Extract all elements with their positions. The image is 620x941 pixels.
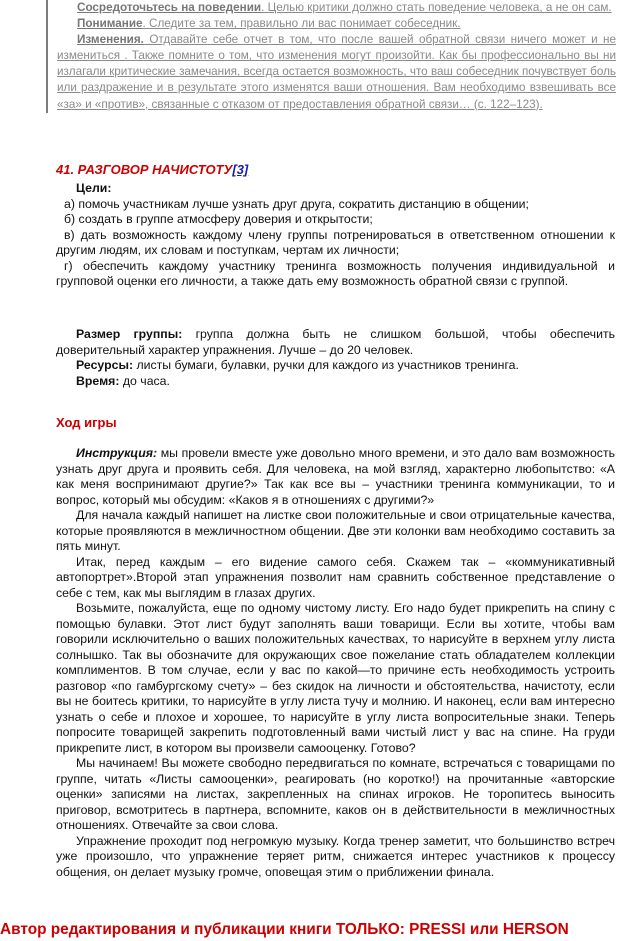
group-size-text: группа должна быть не слишком большой, чтобы обеспечить доверительный характер упражнения. Лучше – до 20 человек. xyxy=(56,327,615,357)
instruction-label: Инструкция: xyxy=(76,446,158,460)
goal-c: в) дать возможность каждому члену группы потренироваться в ответственном отношении к другим людям, их словам и поступкам, чертам их личности; xyxy=(56,227,615,257)
quote-label-behavior: Сосредоточьтесь на поведении xyxy=(77,1,262,14)
quote-item-changes xyxy=(57,32,616,112)
game-paragraph-2: Для начала каждый напишет на листке свои положительные и свои отрицательные качества, которые проявляются в межличностном общении. Две эти колонки вам необходимо составить за пять минут. xyxy=(56,508,615,553)
section-title xyxy=(56,162,248,177)
time xyxy=(56,374,615,390)
goal-a: а) помочь участникам лучше узнать друг друга, сократить дистанцию в общении; xyxy=(64,196,529,211)
instruction-text: мы провели вместе уже довольно много времени, и это дало вам возможность узнать друг друга и проявить себя. Для человека, на мой взгляд, характерно любопытство: «А как меня воспринимают другие?» Так как все вы – участники тренинга коммуникации, то и вопрос, который мы обсудим: «Каков я в отношениях с другими?» xyxy=(56,446,615,507)
instruction-paragraph xyxy=(56,446,615,508)
game-paragraph-4: Возьмите, пожалуйста, еще по одному чистому листу. Его надо будет прикрепить на спину с помощью булавки. Этот лист будут заполнять ваши товарищи. Если вы хотите, чтобы вам говорили исключительно о ваших положительных качествах, то нарисуйте в верхнем углу листа солнышко. Так вы обозначите для окружающих свое пожелание стать обладателем коллекции комплиментов. В том случае, если у вас по какой—то причине есть необходимость устроить разговор «по гамбургскому счету» – без скидок на личности и обстоятельства, начистоту, если вы не боитесь критики, то нарисуйте в углу листа тучу и молнию. И наконец, если вам интересно узнать о себе и плохое и хорошее, то нарисуйте в углу листа вопросительные знаки. Теперь попросите товарищей закрепить подготовленный вами чистый лист у вас на спине. На груди прикрепите лист, в котором вы произвели самооценку. Готово? xyxy=(56,601,615,755)
goal-d: г) обеспечить каждому участнику тренинга возможность получения индивидуальной и групповой оценки его личности, а также дать ему возможность обратной связи с группой. xyxy=(56,258,615,288)
resources-text: листы бумаги, булавки, ручки для каждого из участников тренинга. xyxy=(133,358,519,372)
game-paragraph-3: Итак, перед каждым – его видение самого себя. Скажем так – «коммуникативный автопортрет».Второй этап упражнения позволит нам сравнить собственное представление о себе с тем, как мы выглядим в глазах других. xyxy=(56,554,615,600)
quote-label-changes: Изменения. xyxy=(77,33,144,47)
game-paragraph-5: Мы начинаем! Вы можете свободно передвигаться по комнате, встречаться с товарищами по группе, читать «Листы самооценки», реагировать (но коротко!) на прочитанные «авторские оценки» записями на листах, закрепленных на спинах игроков. Не торопитесь выносить приговор, всмотритесь в партнера, вспомните, каков он в действительности в межличностных отношениях. Отвечайте за свои слова. xyxy=(56,756,615,832)
game-body xyxy=(56,446,615,880)
resources-label: Ресурсы: xyxy=(76,358,134,372)
goals-block xyxy=(56,181,615,290)
group-size xyxy=(56,327,615,358)
quote-label-understanding: Понимание xyxy=(77,17,143,31)
quoted-excerpt xyxy=(46,0,616,113)
game-paragraph-6: Упражнение проходит под негромкую музыку. Когда тренер заметит, что большинство встреч уже произошло, что упражнение теряет ритм, снижается интерес участников к процессу общения, он делает музыку громче, оповещая этим о приближении финала. xyxy=(56,833,615,879)
quote-item-understanding xyxy=(57,16,616,32)
quote-text-understanding: . Следите за тем, правильно ли вас понимает собеседник. xyxy=(142,17,461,31)
reference-link[interactable]: [3] xyxy=(232,162,249,177)
game-heading: Ход игры xyxy=(56,415,117,430)
quote-item-behavior xyxy=(57,0,616,16)
time-text: до часа. xyxy=(119,373,170,388)
goal-b: б) создать в группе атмосферу доверия и открытости; xyxy=(64,212,373,226)
group-size-label: Размер группы: xyxy=(76,327,183,341)
time-label: Время: xyxy=(76,373,120,388)
goals-heading: Цели: xyxy=(76,181,112,195)
footer-notice: Автор редактирования и публикации книги ТОЛЬКО: PRESSI или HERSON xyxy=(0,921,569,938)
resources xyxy=(56,358,615,374)
quote-text-behavior: . Целью критики должно стать поведение человека, а не он сам. xyxy=(261,1,612,14)
quote-text-changes: Отдавайте себе отчет в том, что после вашей обратной связи ничего может и не измениться . Также помните о том, что изменения могут произойти. Как бы профессионально вы ни излагали критические замечания, всегда остается возможность, что ваш собеседник почувствует боль или раздражение и в результате этого изменятся ваши отношения. Вам необходимо взвешивать все «за» и «против», связанные с отказом от предоставления обратной связи… (с. 122–123). xyxy=(57,33,616,111)
section-title-text: 41. РАЗГОВОР НАЧИСТОТУ xyxy=(56,162,233,177)
params-block xyxy=(56,327,615,389)
